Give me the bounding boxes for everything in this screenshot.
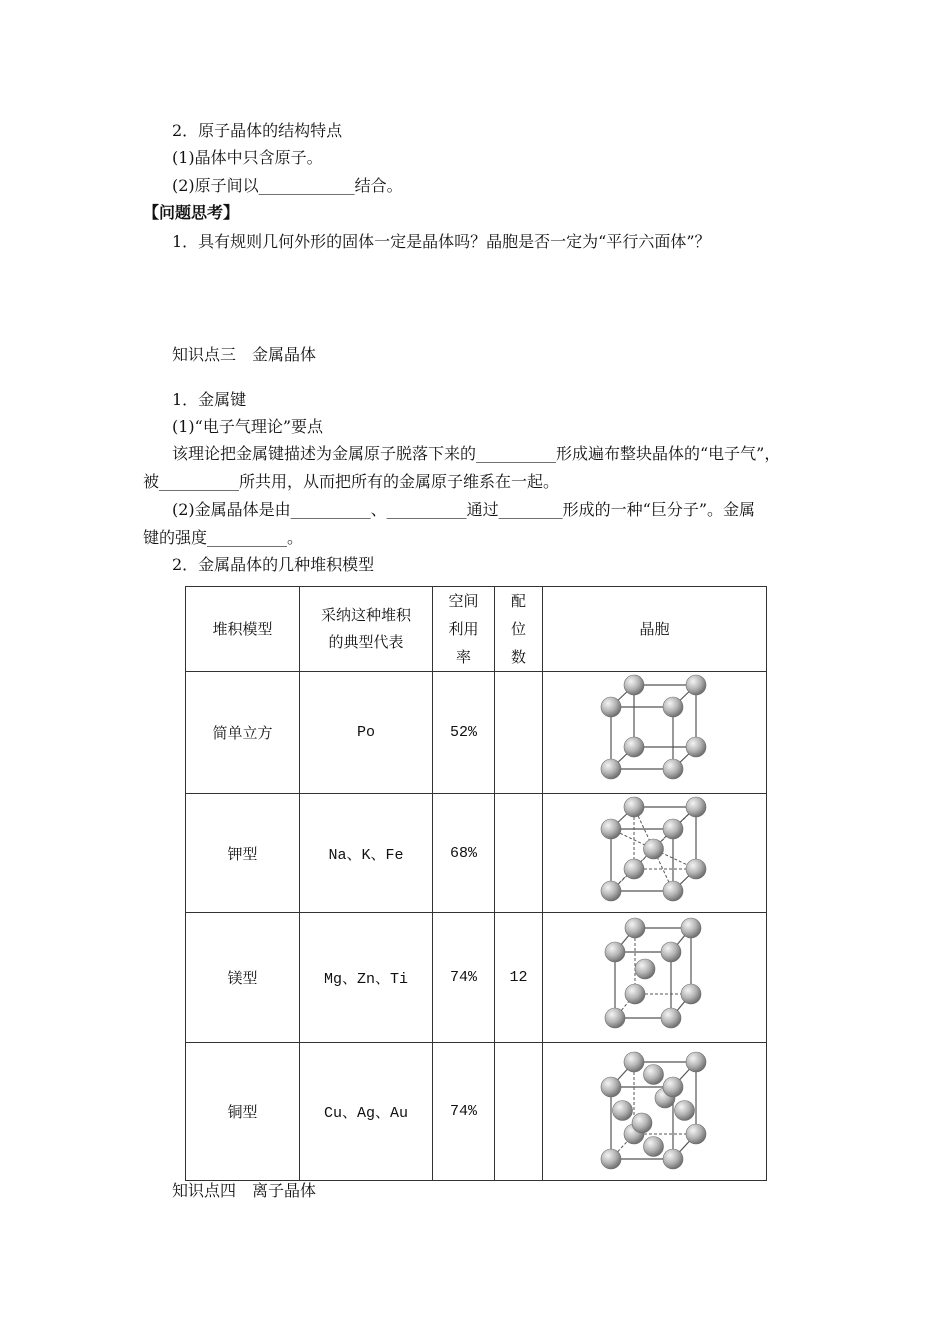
cell-examples: Na、K、Fe bbox=[300, 794, 433, 913]
cell-utilization: 74% bbox=[433, 913, 495, 1043]
cell-packing-model: 铜型 bbox=[186, 1043, 300, 1181]
electron-gas-theory-line-2: 被__________所共用，从而把所有的金属原子维系在一起。 bbox=[143, 472, 560, 491]
face-center-atom-sphere bbox=[643, 1064, 663, 1084]
atom-sphere bbox=[601, 1149, 621, 1169]
atom-sphere bbox=[624, 1052, 644, 1072]
metal-crystal-definition-line-1: (2)金属晶体是由__________、__________通过________形成的一种“巨分子”。金属 bbox=[172, 500, 756, 519]
atom-sphere bbox=[601, 881, 621, 901]
header-line: 位 bbox=[510, 620, 526, 638]
header-line: 空间 bbox=[448, 592, 479, 610]
center-atom-sphere bbox=[635, 959, 655, 979]
header-unit-cell bbox=[543, 587, 767, 672]
cell-coordination: 12 bbox=[495, 913, 543, 1043]
atom-sphere bbox=[663, 697, 683, 717]
atom-sphere bbox=[663, 819, 683, 839]
cell-examples: Po bbox=[300, 672, 433, 794]
header-line: 的典型代表 bbox=[328, 633, 404, 651]
header-line: 晶胞 bbox=[639, 619, 670, 638]
atom-sphere bbox=[601, 759, 621, 779]
header-packing-model bbox=[186, 587, 300, 672]
atom-sphere bbox=[601, 1077, 621, 1097]
metal-crystal-definition-line-2: 键的强度__________。 bbox=[143, 528, 304, 547]
face-center-atom-sphere bbox=[674, 1100, 694, 1120]
atom-sphere bbox=[686, 675, 706, 695]
table-row bbox=[186, 794, 767, 913]
header-line: 率 bbox=[455, 648, 471, 666]
cell-packing-model: 简单立方 bbox=[186, 672, 300, 794]
atom-sphere bbox=[686, 1052, 706, 1072]
atoms bbox=[601, 675, 706, 779]
header-typical-examples bbox=[300, 587, 433, 672]
atom-sphere bbox=[663, 1077, 683, 1097]
header-line: 利用 bbox=[448, 620, 479, 638]
question-1: 1．具有规则几何外形的固体一定是晶体吗？晶胞是否一定为“平行六面体”？ bbox=[172, 232, 711, 251]
atom-sphere bbox=[661, 1008, 681, 1028]
section-title-metal-crystal: 知识点三 金属晶体 bbox=[172, 345, 317, 364]
atom-sphere bbox=[686, 797, 706, 817]
atom-sphere bbox=[605, 1008, 625, 1028]
table-row bbox=[186, 913, 767, 1043]
atom-sphere bbox=[601, 819, 621, 839]
header-line: 数 bbox=[510, 648, 526, 666]
header-coordination-number bbox=[495, 587, 543, 672]
cell-coordination bbox=[495, 672, 543, 794]
atomic-crystal-point-2: (2)原子间以____________结合。 bbox=[172, 176, 403, 195]
body-centered-cubic-cell-diagram bbox=[595, 795, 715, 911]
atom-sphere bbox=[625, 918, 645, 938]
header-line: 堆积模型 bbox=[212, 619, 273, 638]
atom-sphere bbox=[681, 984, 701, 1004]
cell-unit-cell bbox=[543, 1043, 767, 1181]
cell-unit-cell bbox=[543, 794, 767, 913]
atom-sphere bbox=[686, 1124, 706, 1144]
atom-sphere bbox=[661, 942, 681, 962]
simple-cubic-cell-diagram bbox=[595, 673, 715, 793]
electron-gas-theory-line-1: 该理论把金属键描述为金属原子脱落下来的__________形成遍布整块晶体的“电子气”， bbox=[172, 444, 781, 463]
cell-examples: Mg、Zn、Ti bbox=[300, 913, 433, 1043]
atom-sphere bbox=[624, 675, 644, 695]
table-header-row bbox=[186, 587, 767, 672]
header-line: 配 bbox=[510, 592, 526, 610]
atoms bbox=[601, 797, 706, 901]
hexagonal-close-packed-cell-diagram bbox=[595, 916, 715, 1040]
cell-utilization: 68% bbox=[433, 794, 495, 913]
atomic-crystal-heading: 2．原子晶体的结构特点 bbox=[172, 121, 343, 140]
atom-sphere bbox=[625, 984, 645, 1004]
table-row bbox=[186, 1043, 767, 1181]
atom-sphere bbox=[605, 942, 625, 962]
header-space-utilization bbox=[433, 587, 495, 672]
packing-models-heading: 2．金属晶体的几种堆积模型 bbox=[172, 555, 375, 574]
cell-examples: Cu、Ag、Au bbox=[300, 1043, 433, 1181]
atom-sphere bbox=[663, 759, 683, 779]
cell-edges bbox=[611, 685, 696, 769]
face-center-atom-sphere bbox=[643, 1136, 663, 1156]
atom-sphere bbox=[663, 1149, 683, 1169]
table-row bbox=[186, 672, 767, 794]
cell-coordination bbox=[495, 1043, 543, 1181]
atom-sphere bbox=[624, 737, 644, 757]
atom-sphere bbox=[686, 859, 706, 879]
question-label: 【问题思考】 bbox=[143, 203, 240, 222]
cell-packing-model: 镁型 bbox=[186, 913, 300, 1043]
atoms bbox=[601, 1052, 706, 1169]
center-atom-sphere bbox=[643, 839, 663, 859]
atom-sphere bbox=[681, 918, 701, 938]
cell-packing-model: 钾型 bbox=[186, 794, 300, 913]
atom-sphere bbox=[624, 859, 644, 879]
face-center-atom-sphere bbox=[612, 1100, 632, 1120]
face-centered-cubic-cell-diagram bbox=[595, 1051, 715, 1173]
cell-unit-cell bbox=[543, 672, 767, 794]
face-center-atom-sphere bbox=[632, 1113, 652, 1133]
cell-utilization: 52% bbox=[433, 672, 495, 794]
atoms bbox=[605, 918, 701, 1028]
metal-bond-heading: 1．金属键 bbox=[172, 390, 247, 409]
atom-sphere bbox=[601, 697, 621, 717]
cell-coordination bbox=[495, 794, 543, 913]
atomic-crystal-point-1: (1)晶体中只含原子。 bbox=[172, 148, 323, 167]
header-line: 采纳这种堆积 bbox=[320, 606, 411, 624]
electron-gas-theory-heading: (1)“电子气理论”要点 bbox=[172, 417, 324, 436]
cell-utilization: 74% bbox=[433, 1043, 495, 1181]
section-title-ionic-crystal: 知识点四 离子晶体 bbox=[172, 1181, 317, 1200]
packing-models-table bbox=[185, 586, 767, 1181]
atom-sphere bbox=[663, 881, 683, 901]
atom-sphere bbox=[624, 797, 644, 817]
cell-unit-cell bbox=[543, 913, 767, 1043]
atom-sphere bbox=[686, 737, 706, 757]
